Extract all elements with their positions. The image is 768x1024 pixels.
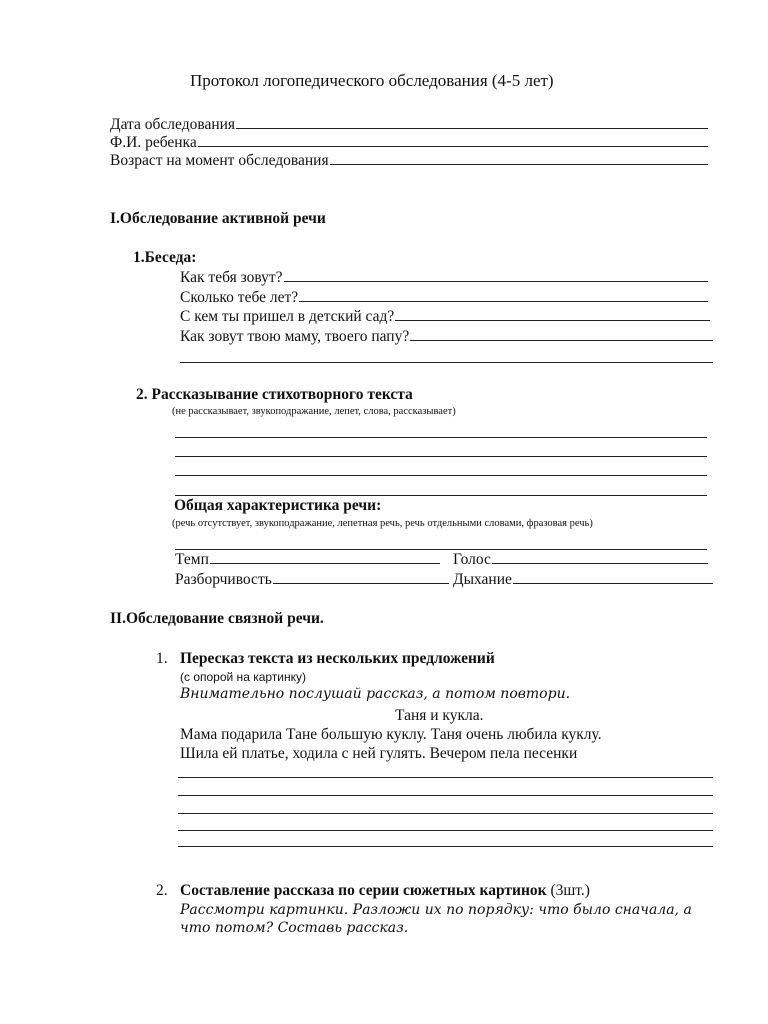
child-age-field [110,152,708,170]
question-row [180,308,710,326]
picture-story-count: (3шт.) [546,882,590,899]
breathing-field [453,571,713,589]
answer-line [175,549,707,550]
item-1-number: 1. [156,650,168,667]
picture-story-instruction-2: что потом? Составь рассказ. [180,920,409,936]
story-title: Таня и кукла. [395,707,484,724]
tempo-label: Темп [175,551,209,568]
child-name-label: Ф.И. ребенка [110,134,197,151]
story-line-1: Мама подарила Тане большую куклу. Таня очень любила куклу. [180,726,602,743]
voice-field [453,551,708,569]
tempo-field [175,551,440,569]
answer-line [175,475,707,476]
picture-story-heading-text: Составление рассказа по серии сюжетных картинок [180,882,547,899]
section-2-title: II.Обследование связной речи. [110,610,324,627]
answer-line [178,795,713,796]
answer-line [178,830,713,831]
poem-note: (не рассказывает, звукоподражание, лепет, слова, рассказывает) [172,406,456,417]
child-age-label: Возраст на момент обследования [110,152,329,169]
answer-line [178,846,713,847]
page-title: Протокол логопедического обследования (4-5 лет) [190,71,554,90]
answer-line [175,456,707,457]
general-speech-note: (речь отсутствует, звукоподражание, лепетная речь, речь отдельными словами, фразовая речь) [172,518,593,529]
question-kindergarten: С кем ты пришел в детский сад? [180,308,395,325]
section-1-title: I.Обследование активной речи [110,210,326,227]
retelling-instruction: Внимательно послушай рассказ, а потом повтори. [180,686,571,702]
answer-line [178,813,713,814]
question-row [180,328,713,346]
question-name: Как тебя зовут? [180,269,283,286]
clarity-field [175,571,449,589]
answer-line [175,437,707,438]
answer-line [178,777,713,778]
exam-date-field [110,116,708,134]
story-line-2: Шила ей платье, ходила с ней гулять. Вечером пела песенки [180,745,578,762]
item-2-number: 2. [156,882,168,899]
question-parents: Как зовут твою маму, твоего папу? [180,328,410,345]
conversation-heading: 1.Беседа: [133,249,197,266]
answer-line [175,495,707,496]
answer-line [180,362,713,363]
picture-story-heading [180,882,590,900]
picture-story-instruction-1: Рассмотри картинки. Разложи их по порядку: что было сначала, а [180,902,692,918]
question-row [180,289,708,307]
retelling-heading: Пересказ текста из нескольких предложений [180,650,495,667]
question-row [180,269,708,287]
poem-heading: 2. Рассказывание стихотворного текста [136,386,413,403]
child-name-field [110,134,708,152]
voice-label: Голос [453,551,491,568]
retelling-note: (с опорой на картинку) [180,670,306,684]
breathing-label: Дыхание [453,571,512,588]
general-speech-heading: Общая характеристика речи: [174,497,382,514]
question-age: Сколько тебе лет? [180,289,299,306]
clarity-label: Разборчивость [175,571,272,588]
exam-date-label: Дата обследования [110,116,236,133]
